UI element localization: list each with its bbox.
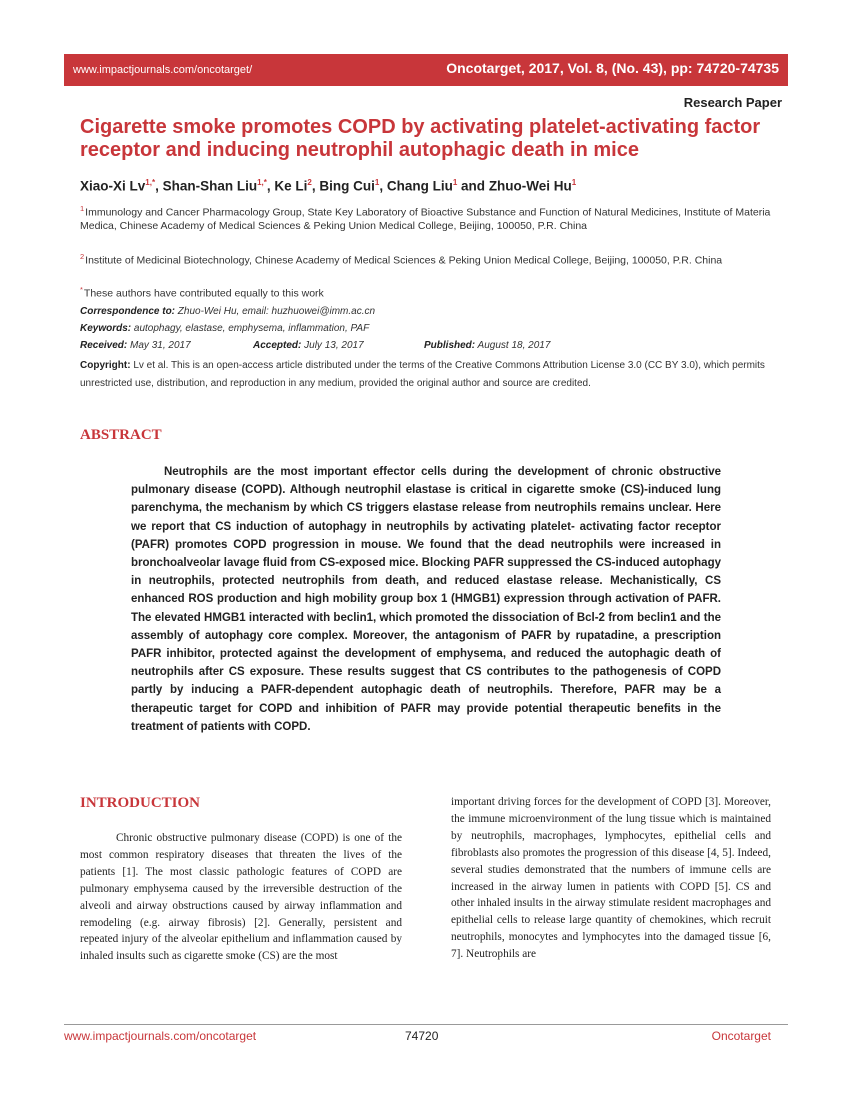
author-affil-sup: 2 [307, 178, 312, 187]
correspondence-label: Correspondence to: [80, 306, 176, 317]
published-value: August 18, 2017 [477, 340, 551, 351]
paper-type: Research Paper [683, 95, 782, 110]
affiliation-marker: * [80, 285, 83, 294]
affiliation-2 [80, 250, 772, 268]
abstract-heading: ABSTRACT [80, 427, 162, 443]
footer-url[interactable]: www.impactjournals.com/oncotarget [64, 1029, 257, 1043]
affiliation-text: These authors have contributed equally to this work [83, 287, 324, 300]
author-name: Bing Cui [319, 178, 375, 194]
affiliation-text: Immunology and Cancer Pharmacology Group, State Key Laboratory of Bioactive Substance and Function of Natural Medicines, Institute of Materia Medica, Chinese Academy of Medical Sciences & Peking Union Medical College, Beijing, 100050, P.R. China [80, 206, 771, 232]
banner-citation: Oncotarget, 2017, Vol. 8, (No. 43), pp: 74720-74735 [446, 60, 779, 76]
author-affil-sup: 1 [374, 178, 380, 187]
banner-url[interactable]: www.impactjournals.com/oncotarget/ [73, 64, 253, 76]
author-name: Xiao-Xi Lv [80, 178, 146, 194]
correspondence-value[interactable]: Zhuo-Wei Hu, email: huzhuowei@imm.ac.cn [177, 306, 376, 317]
introduction-heading: INTRODUCTION [80, 795, 201, 811]
accepted-label: Accepted: [253, 340, 302, 351]
affiliation-text: Institute of Medicinal Biotechnology, Chinese Academy of Medical Sciences & Peking Union Medical College, Beijing, 100050, P.R. China [85, 254, 723, 267]
author-list [80, 178, 780, 194]
received-label: Received: [80, 340, 128, 351]
author-sep: and [457, 178, 489, 194]
footer-journal: Oncotarget [711, 1029, 771, 1043]
author-name: Chang Liu [386, 178, 453, 194]
author-sep: , [311, 178, 320, 194]
received-date [80, 339, 191, 352]
copyright [80, 357, 772, 393]
author-name: Zhuo-Wei Hu [488, 178, 572, 194]
author-affil-sup: 1 [571, 178, 577, 187]
introduction-left-column: Chronic obstructive pulmonary disease (COPD) is one of the most common respiratory diseases that threaten the lives of the patients [1]. The most classic pathologic features of COPD are pulmonary emphysema caused by the irreversible destruction of the alveoli and airway obstructions caused by airway inflammation and remodeling (e.g. airway fibrosis) [2]. Generally, persistent and repeated injury of the alveolar epithelium and inflammation caused by inhaled insults such as cigarette smoke (CS) are the most [80, 832, 402, 963]
introduction-right-column: important driving forces for the development of COPD [3]. Moreover, the immune microenvironment of the lung tissue which is maintained by neutrophils, macrophages, lymphocytes, epithelial cells and fibroblasts also promotes the progression of this disease [4, 5]. Indeed, several studies demonstrated that the numbers of immune cells are increased in the airway lumen in patients with COPD [5]. CS and other inhaled insults in the airway stimulate resident macrophages and epithelial cells to release large quantity of chemokines, which recruit neutrophils, monocytes and lymphocytes into the damaged tissue [6, 7]. Neutrophils are [451, 796, 771, 961]
affiliation-marker: 2 [80, 252, 85, 261]
author-sep: , [379, 178, 387, 194]
published-date [424, 339, 550, 352]
keywords-value: autophagy, elastase, emphysema, inflammation, PAF [133, 323, 370, 334]
received-value: May 31, 2017 [130, 340, 191, 351]
author-affil-sup: 1,* [145, 178, 156, 187]
affiliation-marker: 1 [80, 204, 85, 213]
keywords-label: Keywords: [80, 323, 132, 334]
author-affil-sup: 1,* [257, 178, 267, 187]
author-sep: , [266, 178, 275, 194]
footer-divider [64, 1024, 788, 1025]
copyright-text: Lv et al. This is an open-access article distributed under the terms of the Creative Commons Attribution License 3.0 (CC BY 3.0), which permits unrestricted use, distribution, and reproduction in any medium, provided the original author and source are credited. [80, 360, 765, 389]
affiliation-1 [80, 202, 772, 234]
keywords [80, 322, 772, 335]
author-name: Ke Li [274, 178, 308, 194]
copyright-label: Copyright: [80, 360, 131, 371]
correspondence [80, 305, 772, 318]
page-number: 74720 [405, 1029, 439, 1043]
author-sep: , [155, 178, 163, 194]
published-label: Published: [424, 340, 476, 351]
accepted-value: July 13, 2017 [304, 340, 364, 351]
author-name: Shan-Shan Liu [162, 178, 258, 194]
equal-contribution-note [80, 283, 772, 301]
paper-title: Cigarette smoke promotes COPD by activating platelet-activating factor receptor and inducing neutrophil autophagic death in mice [80, 116, 761, 161]
journal-banner [64, 54, 788, 86]
abstract-text: Neutrophils are the most important effector cells during the development of chronic obstructive pulmonary disease (COPD). Although neutrophil elastase is critical in cigarette smoke (CS)-induced lung parenchyma, the mechanism by which CS triggers elastase release from neutrophils remains unclear. Here we report that CS induction of autophagy in neutrophils by activating platelet- activating factor receptor (PAFR) promotes COPD progression in mouse. We found that the dead neutrophils were increased in bronchoalveolar lavage fluid from CS-exposed mice. Blocking PAFR suppressed the CS-induced autophagy in neutrophils, protected neutrophils from death, and reduced elastase release. Mechanistically, CS enhanced ROS production and high mobility group box 1 (HMGB1) expression through activation of PAFR. The elevated HMGB1 interacted with beclin1, which promoted the dissociation of Bcl-2 from beclin1 and the assembly of autophagy core complex. Moreover, the antagonism of PAFR by rupatadine, a prescription PAFR inhibitor, protected against the development of emphysema, and reduced the autophagic death of neutrophils after CS exposure. These results suggest that CS contributes to the pathogenesis of COPD partly by inducing a PAFR-dependent autophagic death of neutrophils. Therefore, PAFR may be a therapeutic target for COPD and inhibition of PAFR may provide potential therapeutic benefits in the treatment of patients with COPD. [131, 466, 721, 733]
accepted-date [253, 339, 364, 352]
author-affil-sup: 1 [452, 178, 458, 187]
